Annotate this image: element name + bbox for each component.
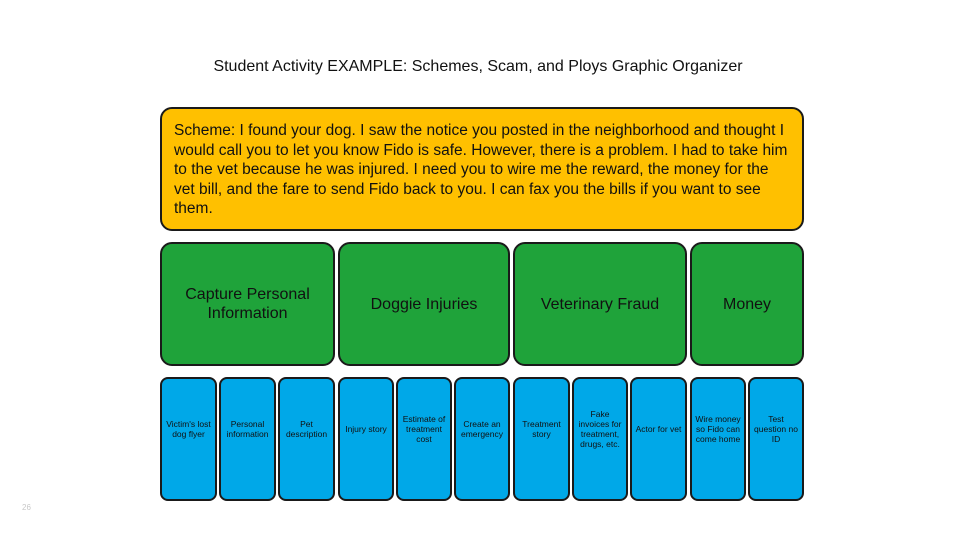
leaf-label: Wire money so Fido can come home [695,414,741,444]
leaf-pet-description [278,377,335,501]
category-money [690,242,804,366]
category-doggie-injuries [338,242,510,366]
leaf-label: Fake invoices for treatment, drugs, etc. [578,409,622,449]
leaf-label: Create an emergency [460,419,504,439]
leaf-label: Test question no ID [754,414,798,444]
leaf-test-question [748,377,804,501]
category-label: Money [722,295,772,313]
page-title [0,58,960,76]
category-capture-personal-information [160,242,335,366]
scheme-box: Scheme: I found your dog. I saw the notice you posted in the neighborhood and thought I would call you to let you know Fido is safe. However, there is a problem. I had to take him to the vet because he was injured. I need you to wire me the reward, the money for the vet bill, and the fare to send Fido back to you. I can fax you the bills if you want to see them. [160,107,804,231]
leaf-label: Victim's lost dog flyer [166,419,211,439]
leaf-treatment-story [513,377,570,501]
leaf-injury-story [338,377,394,501]
category-label: Doggie Injuries [370,295,478,313]
category-veterinary-fraud [513,242,687,366]
leaf-create-emergency [454,377,510,501]
leaf-label: Estimate of treatment cost [402,414,446,444]
leaf-label: Personal information [226,419,269,439]
leaf-personal-information [219,377,276,501]
leaf-fake-invoices [572,377,628,501]
leaf-actor-for-vet [630,377,687,501]
leaf-treatment-cost-estimate [396,377,452,501]
leaf-label: Treatment story [522,419,561,439]
leaf-wire-money [690,377,746,501]
leaf-label: Actor for vet [635,424,682,434]
leaf-label: Injury story [345,424,387,434]
page-title-text: Student Activity EXAMPLE: Schemes, Scam, and Ploys Graphic Organizer [213,58,743,75]
category-label: Capture Personal Information [185,286,310,322]
category-label: Veterinary Fraud [540,295,660,313]
leaf-lost-dog-flyer [160,377,217,501]
page-number: 26 [22,503,31,512]
leaf-label: Pet description [285,419,328,439]
